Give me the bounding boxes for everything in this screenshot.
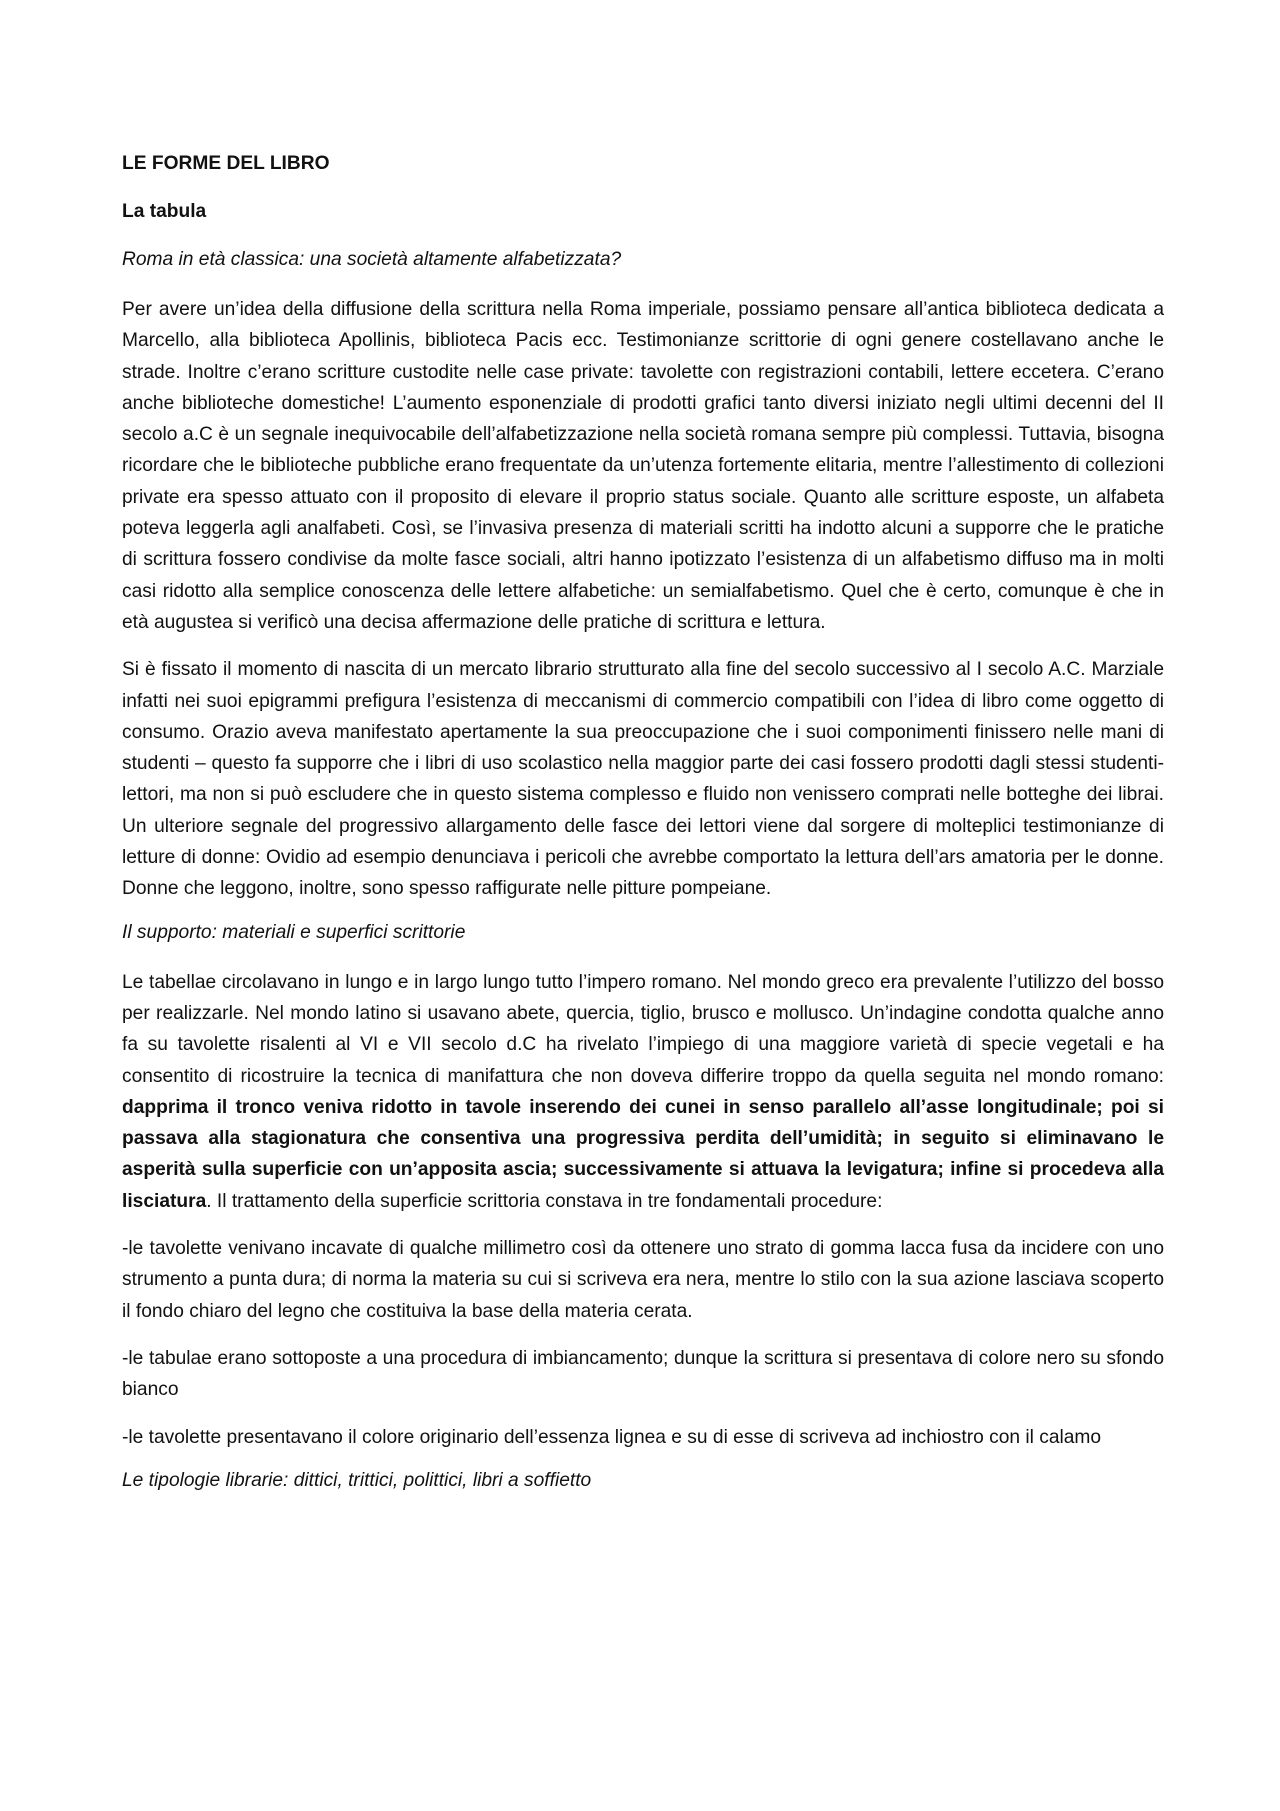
subsection-heading-typologies: Le tipologie librarie: dittici, trittici, polittici, libri a soffietto: [122, 1469, 592, 1491]
list-item-whitened: -le tabulae erano sottoposte a una procedura di imbiancamento; dunque la scrittura si presentava di colore nero su sfondo bianco: [122, 1347, 1164, 1401]
manufacture-steps-bold-text: dapprima il tronco veniva ridotto in tavole inserendo dei cunei in senso parallelo all’asse longitudinale; poi si passava alla stagionatura che consentiva una progressiva perdita dell’umidità; in seguito si eliminavano le asperità sulla superficie con un’apposita ascia; successivamente si attuava la levigatura; infine si procedeva alla lisciatura: [122, 1096, 1164, 1212]
paragraph-libraries: Per avere un’idea della diffusione della scrittura nella Roma imperiale, possiamo pensare all’antica biblioteca dedicata a Marcello, alla biblioteca Apollinis, biblioteca Pacis ecc. Testimonianze scrittorie di ogni genere costellavano anche le strade. Inoltre c’erano scritture custodite nelle case private: tavolette con registrazioni contabili, lettere eccetera. C’erano anche biblioteche domestiche! L’aumento esponenziale di prodotti grafici tanto diversi iniziato negli ultimi decenni del II secolo a.C è un segnale inequivocabile dell’alfabetizzazione nella società romana sempre più complessi. Tuttavia, bisogna ricordare che le biblioteche pubbliche erano frequentate da un’utenza fortemente elitaria, mentre l’allestimento di collezioni private era spesso attuato con il proposito di elevare il proprio status sociale. Quanto alle scritture esposte, un alfabeta poteva leggerla agli analfabeti. Così, se l’invasiva presenza di materiali scritti ha indotto alcuni a supporre che le pratiche di scrittura fossero condivise da molte fasce sociali, altri hanno ipotizzato l’esistenza di un alfabetismo diffuso ma in molti casi ridotto alla semplice conoscenza delle lettere alfabetiche: un semialfabetismo. Quel che è certo, comunque è che in età augustea si verificò una decisa affermazione delle pratiche di scrittura e lettura.: [122, 299, 1164, 633]
document-title: LE FORME DEL LIBRO: [122, 153, 330, 174]
subsection-heading-literacy: Roma in età classica: una società altamente alfabetizzata?: [122, 249, 622, 270]
paragraph-book-market: Si è fissato il momento di nascita di un mercato librario strutturato alla fine del secolo successivo al I secolo A.C. Marziale infatti nei suoi epigrammi prefigura l’esistenza di meccanismi di commercio compatibili con l’idea di libro come oggetto di consumo. Orazio aveva manifestato apertamente la sua preoccupazione che i suoi componimenti finissero nelle mani di studenti – questo fa supporre che i libri di uso scolastico nella maggior parte dei casi fossero prodotti dagli stessi studenti-lettori, ma non si può escludere che in questo sistema complesso e fluido non venissero comprati nelle botteghe dei librai. Un ulteriore segnale del progressivo allargamento delle fasce dei lettori viene dal sorgere di molteplici testimonianze di letture di donne: Ovidio ad esempio denunciava i pericoli che avrebbe comportato la lettura dell’ars amatoria per le donne. Donne che leggono, inoltre, sono spesso raffigurate nelle pitture pompeiane.: [122, 659, 1164, 900]
list-item-ink: -le tavolette presentavano il colore originario dell’essenza lignea e su di esse di scriveva ad inchiostro con il calamo: [122, 1426, 1102, 1448]
section-heading: La tabula: [122, 201, 207, 222]
paragraph-manufacture: [122, 967, 1164, 1217]
manufacture-intro-text: Le tabellae circolavano in lungo e in largo lungo tutto l’impero romano. Nel mondo greco era prevalente l’utilizzo del bosso per realizzarle. Nel mondo latino si usavano abete, quercia, tiglio, brusco e mollusco. Un’indagine condotta qualche anno fa su tavolette risalenti al VI e VII secolo d.C ha rivelato l’impiego di una maggiore varietà di specie vegetali e ha consentito di ricostruire la tecnica di manifattura che non doveva differire troppo da quella seguita nel mondo romano:: [122, 971, 1164, 1087]
list-item-incised-wax: -le tavolette venivano incavate di qualche millimetro così da ottenere uno strato di gomma lacca fusa da incidere con uno strumento a punta dura; di norma la materia su cui si scriveva era nera, mentre lo stilo con la sua azione lasciava scoperto il fondo chiaro del legno che costituiva la base della materia cerata.: [122, 1238, 1164, 1322]
manufacture-end-text: . Il trattamento della superficie scrittoria constava in tre fondamentali procedure:: [206, 1190, 883, 1212]
subsection-heading-materials: Il supporto: materiali e superfici scrittorie: [122, 921, 466, 943]
